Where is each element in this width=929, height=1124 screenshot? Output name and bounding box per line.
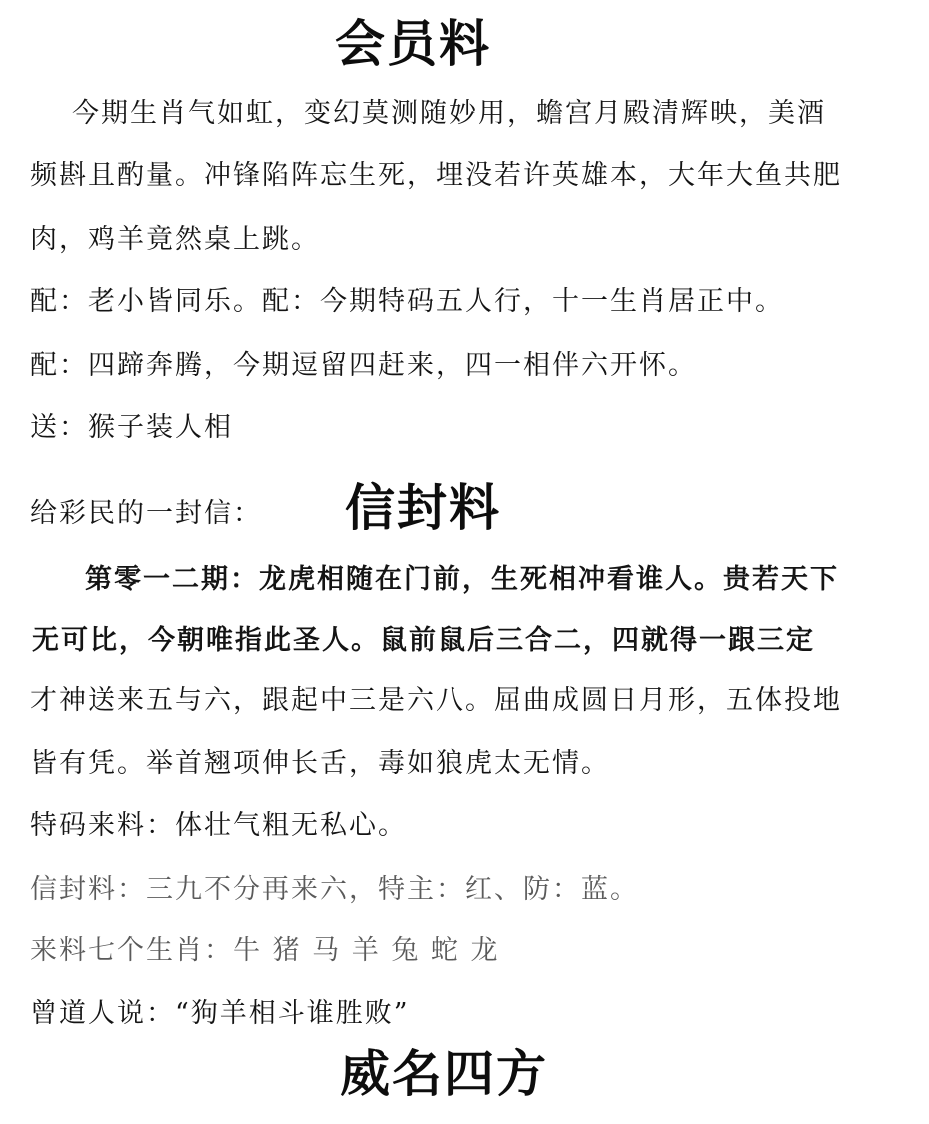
letter-line-7: 来料七个生肖：牛 猪 马 羊 兔 蛇 龙	[30, 935, 500, 966]
letter-line-4: 皆有凭。举首翘项伸长舌，毒如狼虎太无情。	[30, 748, 610, 779]
letter-section-title: 信封料	[345, 478, 501, 537]
member-line-6: 送：猴子装人相	[30, 412, 233, 443]
fame-section-title: 威名四方	[340, 1044, 548, 1103]
letter-line-2: 无可比，今朝唯指此圣人。鼠前鼠后三合二，四就得一跟三定	[32, 625, 815, 656]
member-line-2: 频斟且酌量。冲锋陷阵忘生死，埋没若许英雄本，大年大鱼共肥	[30, 160, 842, 191]
member-section-title: 会员料	[335, 14, 491, 73]
member-line-3: 肉，鸡羊竟然桌上跳。	[30, 224, 320, 255]
letter-line-6: 信封料：三九不分再来六，特主：红、防：蓝。	[30, 874, 639, 905]
member-line-5: 配：四蹄奔腾，今期逗留四赶来，四一相伴六开怀。	[30, 350, 697, 381]
member-line-1: 今期生肖气如虹，变幻莫测随妙用，蟾宫月殿清辉映，美酒	[72, 98, 826, 129]
letter-line-5: 特码来料：体壮气粗无私心。	[30, 810, 407, 841]
letter-intro: 给彩民的一封信：	[30, 498, 262, 529]
member-line-4: 配：老小皆同乐。配：今期特码五人行，十一生肖居正中。	[30, 286, 784, 317]
letter-line-8: 曾道人说：“狗羊相斗谁胜败”	[30, 998, 410, 1029]
letter-line-3: 才神送来五与六，跟起中三是六八。屈曲成圆日月形，五体投地	[30, 685, 842, 716]
letter-line-1: 第零一二期：龙虎相随在门前，生死相冲看谁人。贵若天下	[85, 564, 839, 595]
